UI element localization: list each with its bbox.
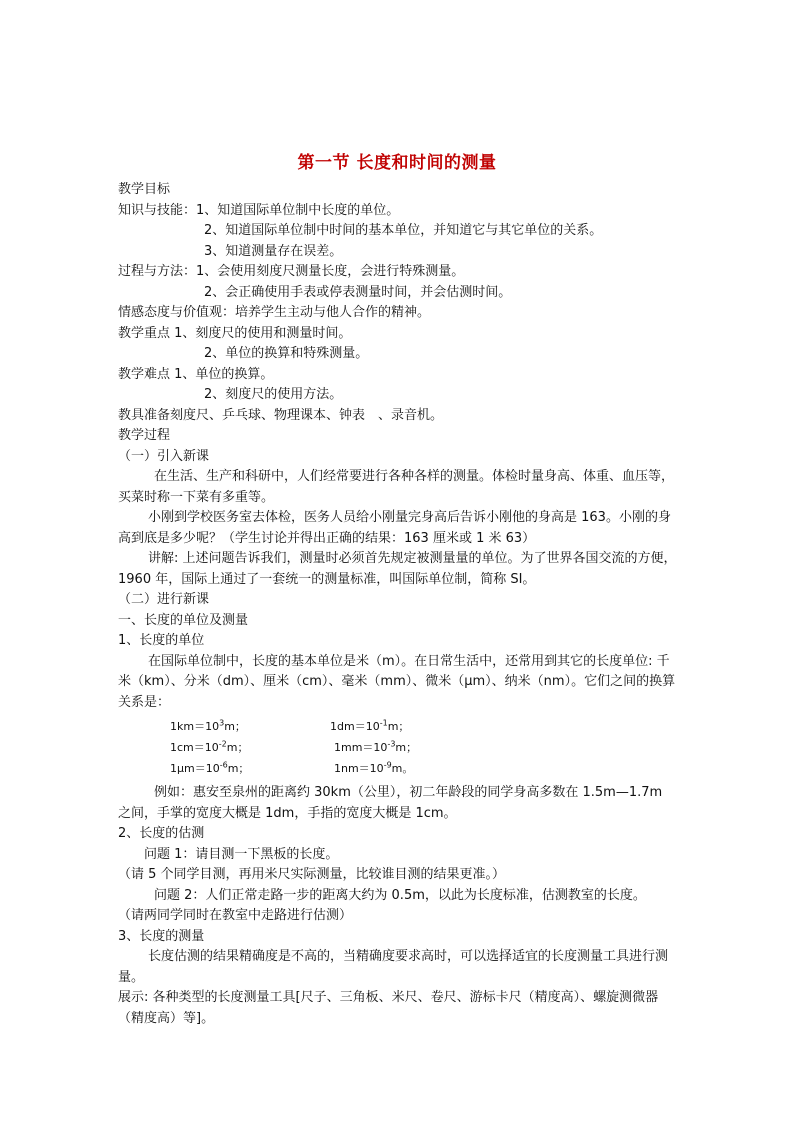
objective-knowledge-3: 3、知道测量存在误差。 xyxy=(204,243,343,259)
objective-knowledge-1: 知识与技能：1、知道国际单位制中长度的单位。 xyxy=(118,202,400,218)
document-body xyxy=(118,180,678,1029)
paragraph-example: 例如：惠安至泉州的距离约 30km（公里），初二年龄段的同学身高多数在 1.5m—1.7m 之间，手掌的宽度大概是 1dm，手指的宽度大概是 1cm。 xyxy=(118,785,663,821)
section-heading-objectives: 教学目标 xyxy=(118,182,171,197)
note-question-2: （请两同学同时在教室中走路进行估测） xyxy=(118,908,353,923)
unit-conversion-table xyxy=(118,713,678,783)
paragraph-tools: 展示: 各种类型的长度测量工具[尺子、三角板、米尺、卷尺、游标卡尺（精度高）、螺旋测微器（精度高）等]。 xyxy=(118,990,659,1026)
key-point-1: 教学重点 1、刻度尺的使用和测量时间。 xyxy=(118,325,352,341)
unit-row: $1km=10^3m$； $1dm=10^{-1}m$； xyxy=(170,718,410,734)
teaching-aids: 教具准备刻度尺、乒乓球、物理课本、钟表 、录音机。 xyxy=(118,407,444,423)
difficulty-2: 2、刻度尺的使用方法。 xyxy=(204,387,343,402)
difficulty-1: 教学难点 1、单位的换算。 xyxy=(118,366,274,382)
paragraph-xiaogang: 小刚到学校医务室去体检，医务人员给小刚量完身高后告诉小刚他的身高是 163。小刚的身高到底是多少呢？（学生讨论并得出正确的结果：163 厘米或 1 米 63） xyxy=(118,510,671,546)
subheading-new-lesson: （二）进行新课 xyxy=(118,592,210,607)
unit-row: $1cm=10^{-2}m$； $1mm=10^{-3}m$； xyxy=(170,739,418,755)
question-2: 问题 2：人们正常走路一步的距离大约为 0.5m，以此为长度标准，估测教室的长度。 xyxy=(154,887,646,903)
objective-process-2: 2、会正确使用手表或停表测量时间，并会估测时间。 xyxy=(204,284,512,300)
objective-attitude: 情感态度与价值观：培养学生主动与他人合作的精神。 xyxy=(118,305,431,320)
paragraph-measurement: 长度估测的结果精确度是不高的，当精确度要求高时，可以选择适宜的长度测量工具进行测量。 xyxy=(118,949,669,985)
heading-length-estimation: 2、长度的估测 xyxy=(118,826,205,841)
paragraph-explanation: 讲解: 上述问题告诉我们，测量时必须首先规定被测量量的单位。为了世界各国交流的方便，1960 年，国际上通过了一套统一的测量标准，叫国际单位制，简称 SI。 xyxy=(118,551,677,587)
note-question-1: （请 5 个同学目测，再用米尺实际测量，比较谁目测的结果更准。） xyxy=(118,867,506,882)
objective-process-1: 过程与方法：1、会使用刻度尺测量长度，会进行特殊测量。 xyxy=(118,264,465,279)
heading-length-measurement: 3、长度的测量 xyxy=(118,928,205,944)
subheading-intro: （一）引入新课 xyxy=(118,448,210,464)
paragraph-intro: 在生活、生产和科研中，人们经常要进行各种各样的测量。体检时量身高、体重、血压等，买菜时称一下菜有多重等。 xyxy=(118,469,675,505)
heading-length-units-measurement: 一、长度的单位及测量 xyxy=(118,612,249,628)
objective-knowledge-2: 2、知道国际单位制中时间的基本单位，并知道它与其它单位的关系。 xyxy=(204,223,603,238)
question-1: 问题 1：请目测一下黑板的长度。 xyxy=(144,846,339,862)
section-heading-process: 教学过程 xyxy=(118,428,171,443)
heading-length-units: 1、长度的单位 xyxy=(118,633,205,648)
paragraph-si-units: 在国际单位制中，长度的基本单位是米（m）。在日常生活中，还常用到其它的长度单位: 千米（km）、分米（dm）、厘米（cm）、毫米（mm）、微米（μm）、纳米（nm）。它们之间的换算关系是： xyxy=(118,653,676,710)
key-point-2: 2、单位的换算和特殊测量。 xyxy=(204,346,369,361)
unit-row: $1\mu m=10^{-6}m$； $1nm=10^{-9}m$。 xyxy=(170,760,414,776)
page-title: 第一节 长度和时间的测量 xyxy=(297,153,497,173)
